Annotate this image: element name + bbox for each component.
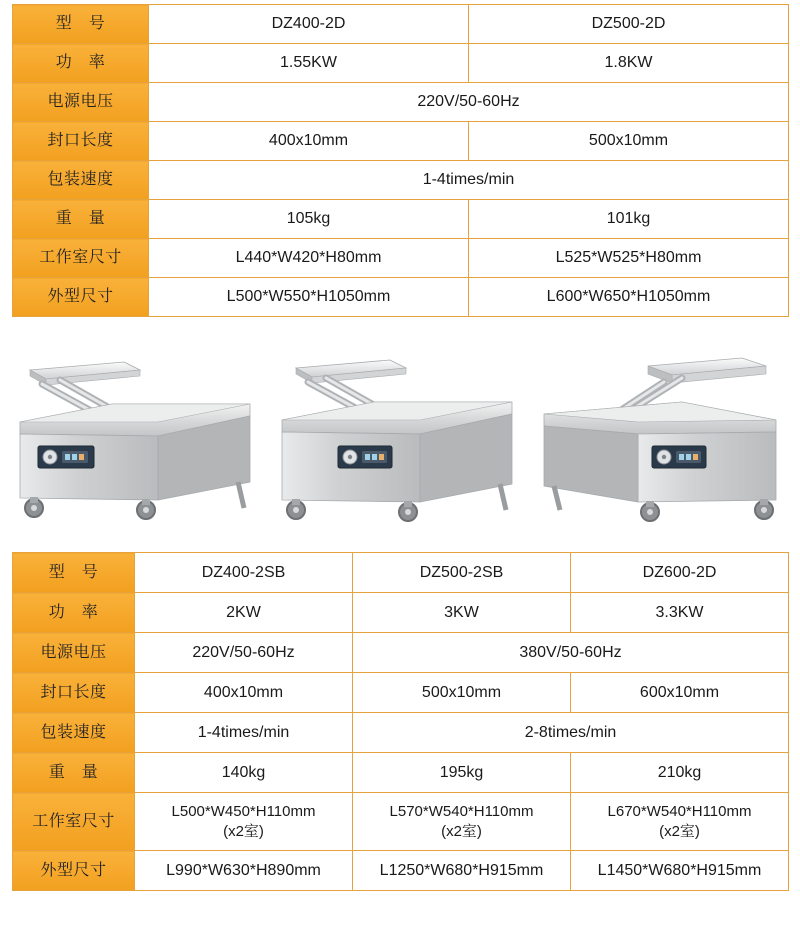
spec-row-label: 工作室尺寸	[13, 793, 135, 851]
spec-cell: DZ500-2D	[469, 5, 789, 44]
spec-cell: DZ500-2SB	[353, 553, 571, 593]
spec-cell: 220V/50-60Hz	[135, 633, 353, 673]
spec-row	[13, 553, 789, 593]
spec-table-bottom	[12, 552, 789, 891]
spec-row	[13, 239, 789, 278]
spec-row-label: 包装速度	[13, 713, 135, 753]
spec-cell: DZ400-2D	[149, 5, 469, 44]
spec-row	[13, 122, 789, 161]
spec-cell: 1.55KW	[149, 44, 469, 83]
spec-cell: 3.3KW	[571, 593, 789, 633]
spec-row	[13, 851, 789, 891]
spec-cell: 400x10mm	[135, 673, 353, 713]
spec-cell: 1.8KW	[469, 44, 789, 83]
spec-cell: 210kg	[571, 753, 789, 793]
spec-table-top-body	[13, 5, 789, 317]
spec-cell: L440*W420*H80mm	[149, 239, 469, 278]
spec-row-label: 封口长度	[13, 122, 149, 161]
spec-row	[13, 753, 789, 793]
spec-cell: 2KW	[135, 593, 353, 633]
spec-row-label: 重 量	[13, 200, 149, 239]
spec-row	[13, 83, 789, 122]
machine-illustration-right	[540, 340, 788, 535]
spec-row	[13, 200, 789, 239]
spec-cell: 600x10mm	[571, 673, 789, 713]
spec-cell: 1-4times/min	[149, 161, 789, 200]
spec-table-top	[12, 4, 789, 317]
spec-row	[13, 673, 789, 713]
spec-row	[13, 633, 789, 673]
spec-cell: 500x10mm	[469, 122, 789, 161]
spec-cell: DZ600-2D	[571, 553, 789, 593]
spec-cell: 3KW	[353, 593, 571, 633]
spec-cell: 380V/50-60Hz	[353, 633, 789, 673]
machine-illustration-left	[12, 340, 260, 535]
spec-cell: 500x10mm	[353, 673, 571, 713]
spec-row-label: 封口长度	[13, 673, 135, 713]
spec-cell: 1-4times/min	[135, 713, 353, 753]
spec-cell: L990*W630*H890mm	[135, 851, 353, 891]
spec-cell: L500*W550*H1050mm	[149, 278, 469, 317]
spec-row-label: 重 量	[13, 753, 135, 793]
spec-row	[13, 593, 789, 633]
spec-row	[13, 5, 789, 44]
spec-cell: L1450*W680*H915mm	[571, 851, 789, 891]
spec-row-label: 外型尺寸	[13, 851, 135, 891]
spec-row-label: 功 率	[13, 44, 149, 83]
spec-row	[13, 44, 789, 83]
spec-cell	[353, 793, 571, 851]
vacuum-packing-machine-right	[540, 340, 788, 535]
spec-row-label: 包装速度	[13, 161, 149, 200]
spec-table-bottom-body	[13, 553, 789, 891]
spec-row-label: 型 号	[13, 553, 135, 593]
spec-cell-main: L570*W540*H110mm	[389, 803, 534, 820]
spec-cell: L600*W650*H1050mm	[469, 278, 789, 317]
spec-cell-main: L500*W450*H110mm	[171, 803, 316, 820]
spec-cell-sub: (x2室)	[441, 822, 482, 840]
spec-row	[13, 278, 789, 317]
spec-cell: 105kg	[149, 200, 469, 239]
vacuum-packing-machine-left	[12, 340, 260, 535]
spec-row-label: 型 号	[13, 5, 149, 44]
spec-cell: 400x10mm	[149, 122, 469, 161]
spec-row-label: 功 率	[13, 593, 135, 633]
spec-row	[13, 161, 789, 200]
spec-cell: DZ400-2SB	[135, 553, 353, 593]
spec-cell: 195kg	[353, 753, 571, 793]
spec-row	[13, 713, 789, 753]
spec-row	[13, 793, 789, 851]
spec-cell: 2-8times/min	[353, 713, 789, 753]
spec-row-label: 工作室尺寸	[13, 239, 149, 278]
spec-cell-main: L670*W540*H110mm	[607, 803, 752, 820]
product-image-strip	[12, 330, 788, 535]
spec-cell: 140kg	[135, 753, 353, 793]
spec-cell: 220V/50-60Hz	[149, 83, 789, 122]
machine-illustration-center	[276, 340, 524, 535]
spec-cell: L1250*W680*H915mm	[353, 851, 571, 891]
spec-cell: 101kg	[469, 200, 789, 239]
spec-cell	[135, 793, 353, 851]
spec-cell	[571, 793, 789, 851]
spec-cell: L525*W525*H80mm	[469, 239, 789, 278]
vacuum-packing-machine-center	[276, 340, 524, 535]
spec-row-label: 电源电压	[13, 633, 135, 673]
spec-cell-sub: (x2室)	[223, 822, 264, 840]
spec-row-label: 外型尺寸	[13, 278, 149, 317]
spec-row-label: 电源电压	[13, 83, 149, 122]
spec-cell-sub: (x2室)	[659, 822, 700, 840]
